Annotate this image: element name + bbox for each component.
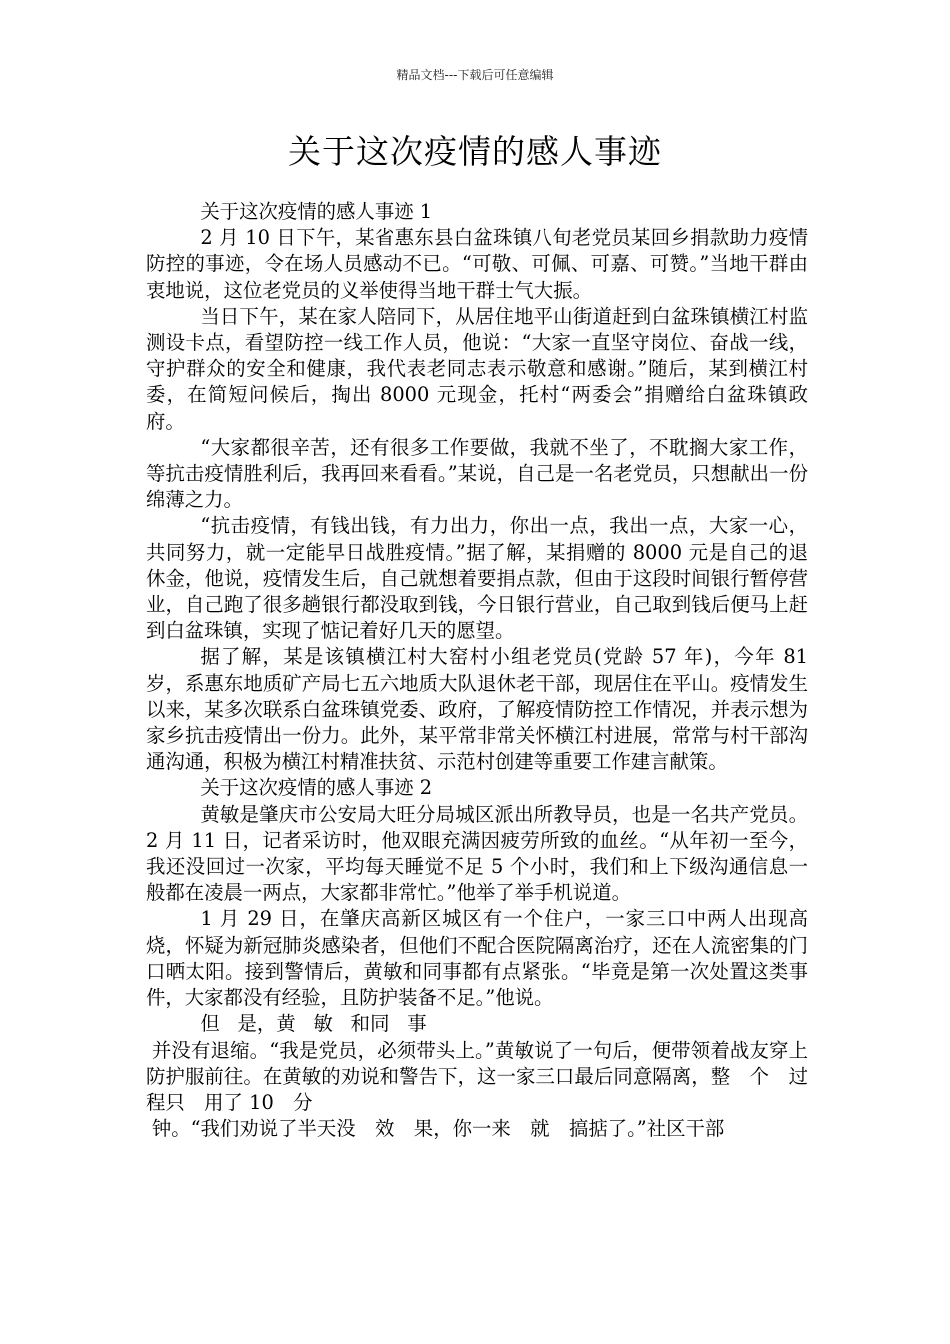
paragraph: 当日下午，某在家人陪同下，从居住地平山街道赶到白盆珠镇横江村监测设卡点，看望防控一线工作人员，他说：“大家一直坚守岗位、奋战一线，守护群众的安全和健康，我代表老同志表示敬意和感谢。”随后，某到横江村委，在简短问候后，掏出 8000 元现金，托村“两委会”捐赠给白盆珠镇政府。 (146, 304, 808, 433)
paragraph: 但 是，黄 敏 和同 事 (200, 1012, 427, 1036)
paragraph: 1 月 29 日，在肇庆高新区城区有一个住户，一家三口中两人出现高烧，怀疑为新冠肺炎感染者，但他们不配合医院隔离治疗，还在人流密集的门口晒太阳。接到警情后，黄敏和同事都有点紧张。“毕竟是第一次处置这类事件，大家都没有经验，且防护装备不足。”他说。 (146, 907, 808, 1010)
section-heading-1: 关于这次疫情的感人事迹 1 (200, 200, 433, 223)
paragraph: 据了解，某是该镇横江村大窑村小组老党员(党龄 57 年)，今年 81 岁，系惠东地质矿产局七五六地质大队退休老干部，现居住在平山。疫情发生以来，某多次联系白盆珠镇党委、政府，了解疫情防控工作情况，并表示想为家乡抗击疫情出一份力。此外，某平常非常关怀横江村进展，常常与村干部沟通沟通，积极为横江村精准扶贫、示范村创建等重要工作建言献策。 (146, 645, 808, 774)
paragraph: 黄敏是肇庆市公安局大旺分局城区派出所教导员，也是一名共产党员。2 月 11 日，记者采访时，他双眼充满因疲劳所致的血丝。“从年初一至今，我还没回过一次家，平均每天睡觉不足 5 个小时，我们和上下级沟通信息一般都在凌晨一两点，大家都非常忙。”他举了举手机说道。 (146, 802, 808, 905)
paragraph: 并没有退缩。“我是党员，必须带头上。”黄敏说了一句后，便带领着战友穿上防护服前往。在黄敏的劝说和警告下，这一家三口最后同意隔离，整 个 过程只 用了 10 分 (146, 1038, 808, 1114)
paragraph: “抗击疫情，有钱出钱，有力出力，你出一点，我出一点，大家一心，共同努力，就一定能早日战胜疫情。”据了解，某捐赠的 8000 元是自己的退休金，他说，疫情发生后，自己就想着要捐点款，但由于这段时间银行暂停营业，自己跑了很多趟银行都没取到钱，今日银行营业，自己取到钱后便马上赶到白盆珠镇，实现了惦记着好几天的愿望。 (146, 514, 808, 643)
page-header-watermark: 精品文档---下载后可任意编辑 (396, 68, 554, 82)
document-body (146, 199, 808, 1142)
document-title: 关于这次疫情的感人事迹 (288, 132, 662, 171)
section-heading-2: 关于这次疫情的感人事迹 2 (200, 776, 433, 800)
paragraph: 2 月 10 日下午，某省惠东县白盆珠镇八旬老党员某回乡捐款助力疫情防控的事迹，令在场人员感动不已。“可敬、可佩、可嘉、可赞。”当地干群由衷地说，这位老党员的义举使得当地干群士气大振。 (146, 226, 808, 302)
paragraph: “大家都很辛苦，还有很多工作要做，我就不坐了，不耽搁大家工作，等抗击疫情胜利后，我再回来看看。”某说，自己是一名老党员，只想献出一份绵薄之力。 (146, 435, 808, 512)
paragraph: 钟。“我们劝说了半天没 效 果，你一来 就 搞掂了。”社区干部 (151, 1117, 725, 1141)
